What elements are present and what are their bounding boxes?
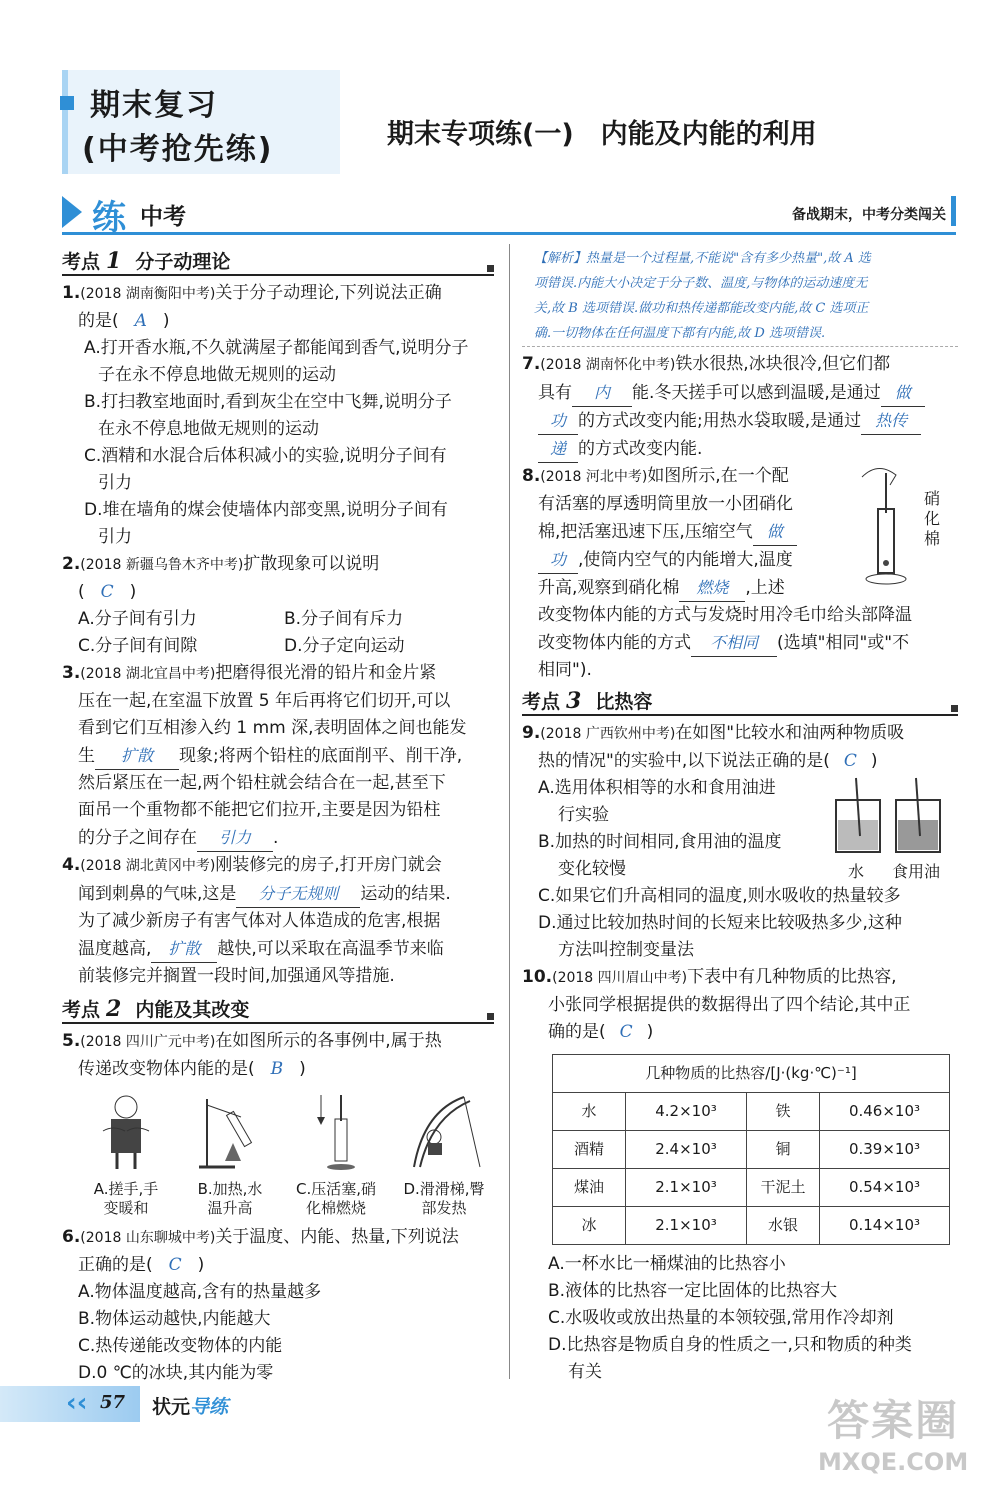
right-column bbox=[522, 246, 958, 1386]
q6-stem-2: 正确的是( bbox=[78, 1255, 153, 1275]
q1-stem-2: 的是( bbox=[78, 311, 119, 331]
q2-stem: 扩散现象可以说明 bbox=[243, 554, 380, 574]
box-subtitle: (中考抢先练) bbox=[82, 132, 274, 167]
q1-option-d: D.堆在墙角的煤会使墙体内部变黑,说明分子间有 bbox=[84, 500, 448, 520]
q8-figure-label: 硝化棉 bbox=[924, 489, 941, 548]
q9-answer: C bbox=[843, 751, 857, 771]
q2-option-c: C.分子间有间隙 bbox=[78, 636, 198, 656]
q10-line-2: 小张同学根据提供的数据得出了四个结论,其中正 bbox=[548, 995, 911, 1015]
q6-stem: 关于温度、内能、热量,下列说法 bbox=[215, 1227, 459, 1247]
section-marker bbox=[487, 265, 494, 272]
q8-line-5a: 升高,观察到硝化棉 bbox=[538, 578, 680, 598]
watermark bbox=[818, 1388, 968, 1476]
q8-figure bbox=[852, 459, 956, 589]
q3-source: (2018 湖北宜昌中考) bbox=[80, 666, 216, 682]
brand-part-2: 导练 bbox=[190, 1396, 229, 1418]
q5-figure-d bbox=[394, 1091, 494, 1218]
q3-line-7b: . bbox=[273, 828, 279, 848]
table-cell: 4.2×10³ bbox=[626, 1093, 747, 1131]
section-3-header bbox=[522, 686, 958, 716]
watermark-text: 答案圈 bbox=[827, 1396, 960, 1445]
q1-option-c-cont: 引力 bbox=[98, 473, 132, 493]
q4-line-2b: 运动的结果. bbox=[360, 884, 451, 904]
q8-line-1: 如图所示,在一个配 bbox=[647, 466, 789, 486]
q5-caption-b1: B.加热,水 bbox=[197, 1180, 263, 1198]
q4-answer-2: 扩散 bbox=[151, 935, 217, 963]
q8-line-2: 有活塞的厚透明筒里放一小团硝化 bbox=[538, 494, 793, 514]
q10-option-a: A.一杯水比一桶煤油的比热容小 bbox=[548, 1254, 786, 1274]
brand-part-1: 状元 bbox=[152, 1396, 191, 1418]
question-8 bbox=[522, 463, 958, 684]
left-column bbox=[62, 246, 494, 1387]
table-row bbox=[553, 1169, 950, 1207]
q5-caption-c1: C.压活塞,硝 bbox=[295, 1180, 376, 1198]
q1-source: (2018 湖南衡阳中考) bbox=[80, 286, 216, 302]
q6-option-d: D.0 ℃的冰块,其内能为零 bbox=[78, 1363, 274, 1383]
question-2 bbox=[62, 551, 494, 660]
q8-number: 8. bbox=[522, 466, 541, 486]
q9-line-2: 热的情况"的实验中,以下说法正确的是( bbox=[538, 751, 830, 771]
table-cell: 2.4×10³ bbox=[626, 1131, 747, 1169]
q5-caption-d1: D.滑滑梯,臀 bbox=[403, 1180, 485, 1198]
q8-line-7a: 改变物体内能的方式 bbox=[538, 633, 691, 653]
piston-nitrocellulose-icon bbox=[852, 459, 922, 589]
watermark-url: MXQE.COM bbox=[818, 1448, 969, 1476]
table-cell: 干泥土 bbox=[747, 1169, 820, 1207]
table-row bbox=[553, 1131, 950, 1169]
q1-answer: A bbox=[134, 311, 147, 331]
q10-number: 10. bbox=[522, 967, 553, 987]
q8-answer-3: 不相同 bbox=[691, 629, 777, 657]
q7-source: (2018 湖南怀化中考) bbox=[540, 357, 676, 373]
q2-option-a: A.分子间有引力 bbox=[78, 609, 197, 629]
q3-line-5: 然后紧压在一起,两个铅柱就会结合在一起,甚至下 bbox=[78, 773, 446, 793]
q4-line-1: 刚装修完的房子,打开房门就会 bbox=[215, 855, 442, 875]
heating-test-tube-icon bbox=[195, 1091, 265, 1171]
section-3-number: 3 bbox=[566, 688, 582, 714]
q8-answer-2: 燃烧 bbox=[679, 574, 745, 602]
banner bbox=[62, 192, 956, 238]
section-marker bbox=[951, 705, 958, 712]
q1-close: ) bbox=[162, 311, 170, 331]
column-divider bbox=[509, 244, 510, 1379]
q9-figure bbox=[826, 776, 956, 880]
q3-answer-2: 引力 bbox=[197, 824, 273, 852]
q4-line-4b: 越快,可以采取在高温季节来临 bbox=[217, 939, 444, 959]
q1-option-c: C.酒精和水混合后体积减小的实验,说明分子间有 bbox=[84, 446, 447, 466]
question-4 bbox=[62, 852, 494, 990]
q4-line-3: 为了减少新房子有害气体对人体造成的危害,根据 bbox=[78, 911, 441, 931]
table-cell: 冰 bbox=[553, 1207, 626, 1245]
footer-brand bbox=[152, 1392, 228, 1419]
beakers-icon bbox=[826, 776, 956, 856]
table-cell: 铁 bbox=[747, 1093, 820, 1131]
analysis-box bbox=[522, 246, 958, 347]
specific-heat-table bbox=[552, 1054, 950, 1245]
q9-label-oil: 食用油 bbox=[892, 862, 941, 881]
table-title: 几种物质的比热容/[J·(kg·℃)⁻¹] bbox=[553, 1055, 950, 1093]
table-cell: 2.1×10³ bbox=[626, 1207, 747, 1245]
q9-source: (2018 广西钦州中考) bbox=[540, 726, 676, 742]
q6-number: 6. bbox=[62, 1227, 81, 1247]
q9-option-a-cont: 行实验 bbox=[558, 805, 609, 825]
q4-line-4a: 温度越高, bbox=[78, 939, 152, 959]
analysis-line-1: 【解析】热量是一个过程量,不能说"含有多少热量",故 A 选 bbox=[534, 251, 871, 266]
q3-answer-1: 扩散 bbox=[95, 742, 179, 770]
q7-line-2b: 能.冬天搓手可以感到温暖,是通过 bbox=[632, 383, 881, 403]
q3-line-4a: 生 bbox=[78, 746, 95, 766]
q6-source: (2018 山东聊城中考) bbox=[80, 1230, 216, 1246]
q10-line-1: 下表中有几种物质的比热容, bbox=[687, 967, 897, 987]
q8-source: (2018 河北中考) bbox=[540, 469, 648, 485]
q7-number: 7. bbox=[522, 354, 541, 374]
q2-close: ) bbox=[129, 582, 137, 602]
question-6 bbox=[62, 1224, 494, 1387]
q5-stem: 在如图所示的各事例中,属于热 bbox=[215, 1031, 442, 1051]
q6-option-b: B.物体运动越快,内能越大 bbox=[78, 1309, 271, 1329]
q7-line-2a: 具有 bbox=[538, 383, 572, 403]
q9-option-a: A.选用体积相等的水和食用油进 bbox=[538, 778, 776, 798]
box-title: 期末复习 bbox=[90, 88, 218, 123]
q4-source: (2018 湖北黄冈中考) bbox=[80, 858, 216, 874]
q9-option-d-cont: 方法叫控制变量法 bbox=[558, 940, 694, 960]
q3-line-2: 压在一起,在室温下放置 5 年后再将它们切开,可以 bbox=[78, 691, 451, 711]
q9-close: ) bbox=[870, 751, 878, 771]
question-9 bbox=[522, 720, 958, 964]
section-2-label: 考点 bbox=[62, 999, 101, 1021]
q8-answer-1b: 功 bbox=[538, 546, 578, 574]
q8-answer-1a: 做 bbox=[753, 518, 797, 546]
q5-caption-a2: 变暖和 bbox=[103, 1199, 149, 1217]
piston-cylinder-icon bbox=[301, 1091, 371, 1171]
q2-open: ( bbox=[78, 582, 85, 602]
banner-arrow bbox=[62, 196, 82, 228]
q8-line-4b: ,使筒内空气的内能增大,温度 bbox=[578, 550, 793, 570]
q8-line-3a: 棉,把活塞迅速下压,压缩空气 bbox=[538, 522, 753, 542]
question-10 bbox=[522, 964, 958, 1386]
q2-answer: C bbox=[100, 582, 114, 602]
q10-option-d-cont: 有关 bbox=[568, 1362, 602, 1382]
question-3 bbox=[62, 660, 494, 852]
q5-caption-c2: 化棉燃烧 bbox=[305, 1199, 366, 1217]
table-cell: 0.46×10³ bbox=[820, 1093, 950, 1131]
q9-line-1: 在如图"比较水和油两种物质吸 bbox=[675, 723, 905, 743]
q5-caption-b2: 温升高 bbox=[207, 1199, 253, 1217]
table-cell: 水银 bbox=[747, 1207, 820, 1245]
question-7 bbox=[522, 351, 958, 463]
q7-answer-2b: 功 bbox=[538, 407, 578, 435]
table-row bbox=[553, 1093, 950, 1131]
section-1-header bbox=[62, 246, 494, 276]
table-cell: 0.54×10³ bbox=[820, 1169, 950, 1207]
q9-option-c: C.如果它们升高相同的温度,则水吸收的热量较多 bbox=[538, 886, 901, 906]
table-cell: 煤油 bbox=[553, 1169, 626, 1207]
banner-label-big: 练 bbox=[92, 198, 126, 238]
table-cell: 酒精 bbox=[553, 1131, 626, 1169]
q6-answer: C bbox=[168, 1255, 182, 1275]
section-1-title: 分子动理论 bbox=[135, 251, 231, 273]
q6-option-c: C.热传递能改变物体的内能 bbox=[78, 1336, 283, 1356]
q10-source: (2018 四川眉山中考) bbox=[552, 970, 688, 986]
q5-caption-d2: 部发热 bbox=[421, 1199, 467, 1217]
table-row bbox=[553, 1207, 950, 1245]
footer-chevron-icon: ‹‹ bbox=[66, 1388, 88, 1418]
section-1-label: 考点 bbox=[62, 251, 101, 273]
q4-line-2a: 闻到刺鼻的气味,这是 bbox=[78, 884, 237, 904]
q1-stem: 关于分子动理论,下列说法正确 bbox=[215, 283, 442, 303]
q9-number: 9. bbox=[522, 723, 541, 743]
q9-label-water: 水 bbox=[848, 862, 865, 881]
q5-answer: B bbox=[270, 1059, 284, 1079]
banner-right-bar bbox=[951, 196, 956, 226]
q2-source: (2018 新疆乌鲁木齐中考) bbox=[80, 557, 244, 573]
question-5 bbox=[62, 1028, 494, 1218]
q6-option-a: A.物体温度越高,含有的热量越多 bbox=[78, 1282, 322, 1302]
q9-option-d: D.通过比较加热时间的长短来比较吸热多少,这种 bbox=[538, 913, 902, 933]
q8-line-6: 改变物体内能的方式与发烧时用冷毛巾给头部降温 bbox=[538, 605, 912, 625]
q7-answer-3b: 递 bbox=[538, 435, 578, 463]
section-2-number: 2 bbox=[106, 996, 122, 1022]
q1-option-a-cont: 子在永不停息地做无规则的运动 bbox=[98, 365, 336, 385]
q3-line-3: 看到它们互相渗入约 1 mm 深,表明固体之间也能发 bbox=[78, 718, 467, 738]
q5-figure-a bbox=[78, 1091, 174, 1218]
slide-icon bbox=[404, 1091, 484, 1171]
table-cell: 水 bbox=[553, 1093, 626, 1131]
q10-option-d: D.比热容是物质自身的性质之一,只和物质的种类 bbox=[548, 1335, 912, 1355]
q5-figure-b bbox=[182, 1091, 278, 1218]
q5-stem-2: 传递改变物体内能的是( bbox=[78, 1059, 255, 1079]
q5-figure-c bbox=[286, 1091, 386, 1218]
q8-line-5b: ,上述 bbox=[745, 578, 785, 598]
q8-line-8: 相同"). bbox=[538, 660, 592, 680]
section-1-number: 1 bbox=[106, 248, 122, 274]
q8-line-7b: (选填"相同"或"不 bbox=[777, 633, 910, 653]
q9-option-b-cont: 变化较慢 bbox=[558, 859, 626, 879]
banner-right: 备战期末，中考分类闯关 bbox=[792, 207, 946, 223]
q6-close: ) bbox=[197, 1255, 205, 1275]
page-title: 期末专项练(一) 内能及内能的利用 bbox=[387, 119, 817, 150]
q10-close: ) bbox=[646, 1022, 654, 1042]
q5-figures bbox=[62, 1091, 494, 1218]
q1-number: 1. bbox=[62, 283, 81, 303]
q1-option-b: B.打扫教室地面时,看到灰尘在空中飞舞,说明分子 bbox=[84, 392, 452, 412]
q2-option-d: D.分子定向运动 bbox=[284, 636, 405, 656]
q10-option-c: C.水吸收或放出热量的本领较强,常用作冷却剂 bbox=[548, 1308, 894, 1328]
q5-caption-a1: A.搓手,手 bbox=[93, 1180, 159, 1198]
q10-line-3: 确的是( bbox=[548, 1022, 606, 1042]
table-cell: 0.14×10³ bbox=[820, 1207, 950, 1245]
q7-answer-2a: 做 bbox=[881, 379, 925, 407]
q9-option-b: B.加热的时间相同,食用油的温度 bbox=[538, 832, 782, 852]
q5-number: 5. bbox=[62, 1031, 81, 1051]
q7-answer-1: 内 bbox=[572, 379, 632, 407]
table-cell: 0.39×10³ bbox=[820, 1131, 950, 1169]
q1-option-b-cont: 在永不停息地做无规则的运动 bbox=[98, 419, 319, 439]
analysis-line-2: 项错误.内能大小决定于分子数、温度,与物体的运动速度无 bbox=[534, 276, 868, 291]
q10-option-b: B.液体的比热容一定比固体的比热容大 bbox=[548, 1281, 838, 1301]
analysis-line-3: 关,故 B 选项错误.做功和热传递都能改变内能,故 C 选项正 bbox=[534, 301, 869, 316]
q3-line-1: 把磨得很光滑的铅片和金片紧 bbox=[215, 663, 437, 683]
q5-close: ) bbox=[299, 1059, 306, 1079]
q5-source: (2018 四川广元中考) bbox=[80, 1034, 216, 1050]
section-marker bbox=[487, 1013, 494, 1020]
question-1 bbox=[62, 280, 494, 551]
q1-option-d-cont: 引力 bbox=[98, 527, 132, 547]
section-2-header bbox=[62, 994, 494, 1024]
section-3-label: 考点 bbox=[522, 691, 561, 713]
q4-answer-1: 分子无规则 bbox=[236, 880, 360, 908]
q7-line-4b: 的方式改变内能. bbox=[578, 439, 703, 459]
q3-line-7a: 的分子之间存在 bbox=[78, 828, 197, 848]
analysis-line-4: 确.一切物体在任何温度下都有内能,故 D 选项错误. bbox=[534, 326, 826, 341]
q2-option-b: B.分子间有斥力 bbox=[284, 609, 404, 629]
q4-line-5: 前装修完并搁置一段时间,加强通风等措施. bbox=[78, 966, 395, 986]
table-cell: 铜 bbox=[747, 1131, 820, 1169]
banner-label: 中考 bbox=[140, 204, 186, 230]
q3-line-6: 面吊一个重物都不能把它们拉开,主要是因为铅柱 bbox=[78, 800, 441, 820]
q10-answer: C bbox=[619, 1022, 633, 1042]
q1-option-a: A.打开香水瓶,不久就满屋子都能闻到香气,说明分子 bbox=[84, 338, 469, 358]
q7-line-3b: 的方式改变内能;用热水袋取暖,是通过 bbox=[578, 411, 862, 431]
q4-number: 4. bbox=[62, 855, 81, 875]
q3-line-4b: 现象;将两个铅柱的底面削平、削干净, bbox=[179, 746, 463, 766]
section-3-title: 比热容 bbox=[595, 691, 653, 713]
table-cell: 2.1×10³ bbox=[626, 1169, 747, 1207]
page-number: 57 bbox=[100, 1392, 126, 1413]
section-2-title: 内能及其改变 bbox=[135, 999, 250, 1021]
q3-number: 3. bbox=[62, 663, 81, 683]
rubbing-hands-icon bbox=[91, 1091, 161, 1171]
q7-line-1: 铁水很热,冰块很冷,但它们都 bbox=[675, 354, 891, 374]
review-box bbox=[62, 70, 340, 174]
box-marker bbox=[60, 96, 74, 110]
q7-answer-3a: 热传 bbox=[861, 407, 921, 435]
q2-number: 2. bbox=[62, 554, 81, 574]
